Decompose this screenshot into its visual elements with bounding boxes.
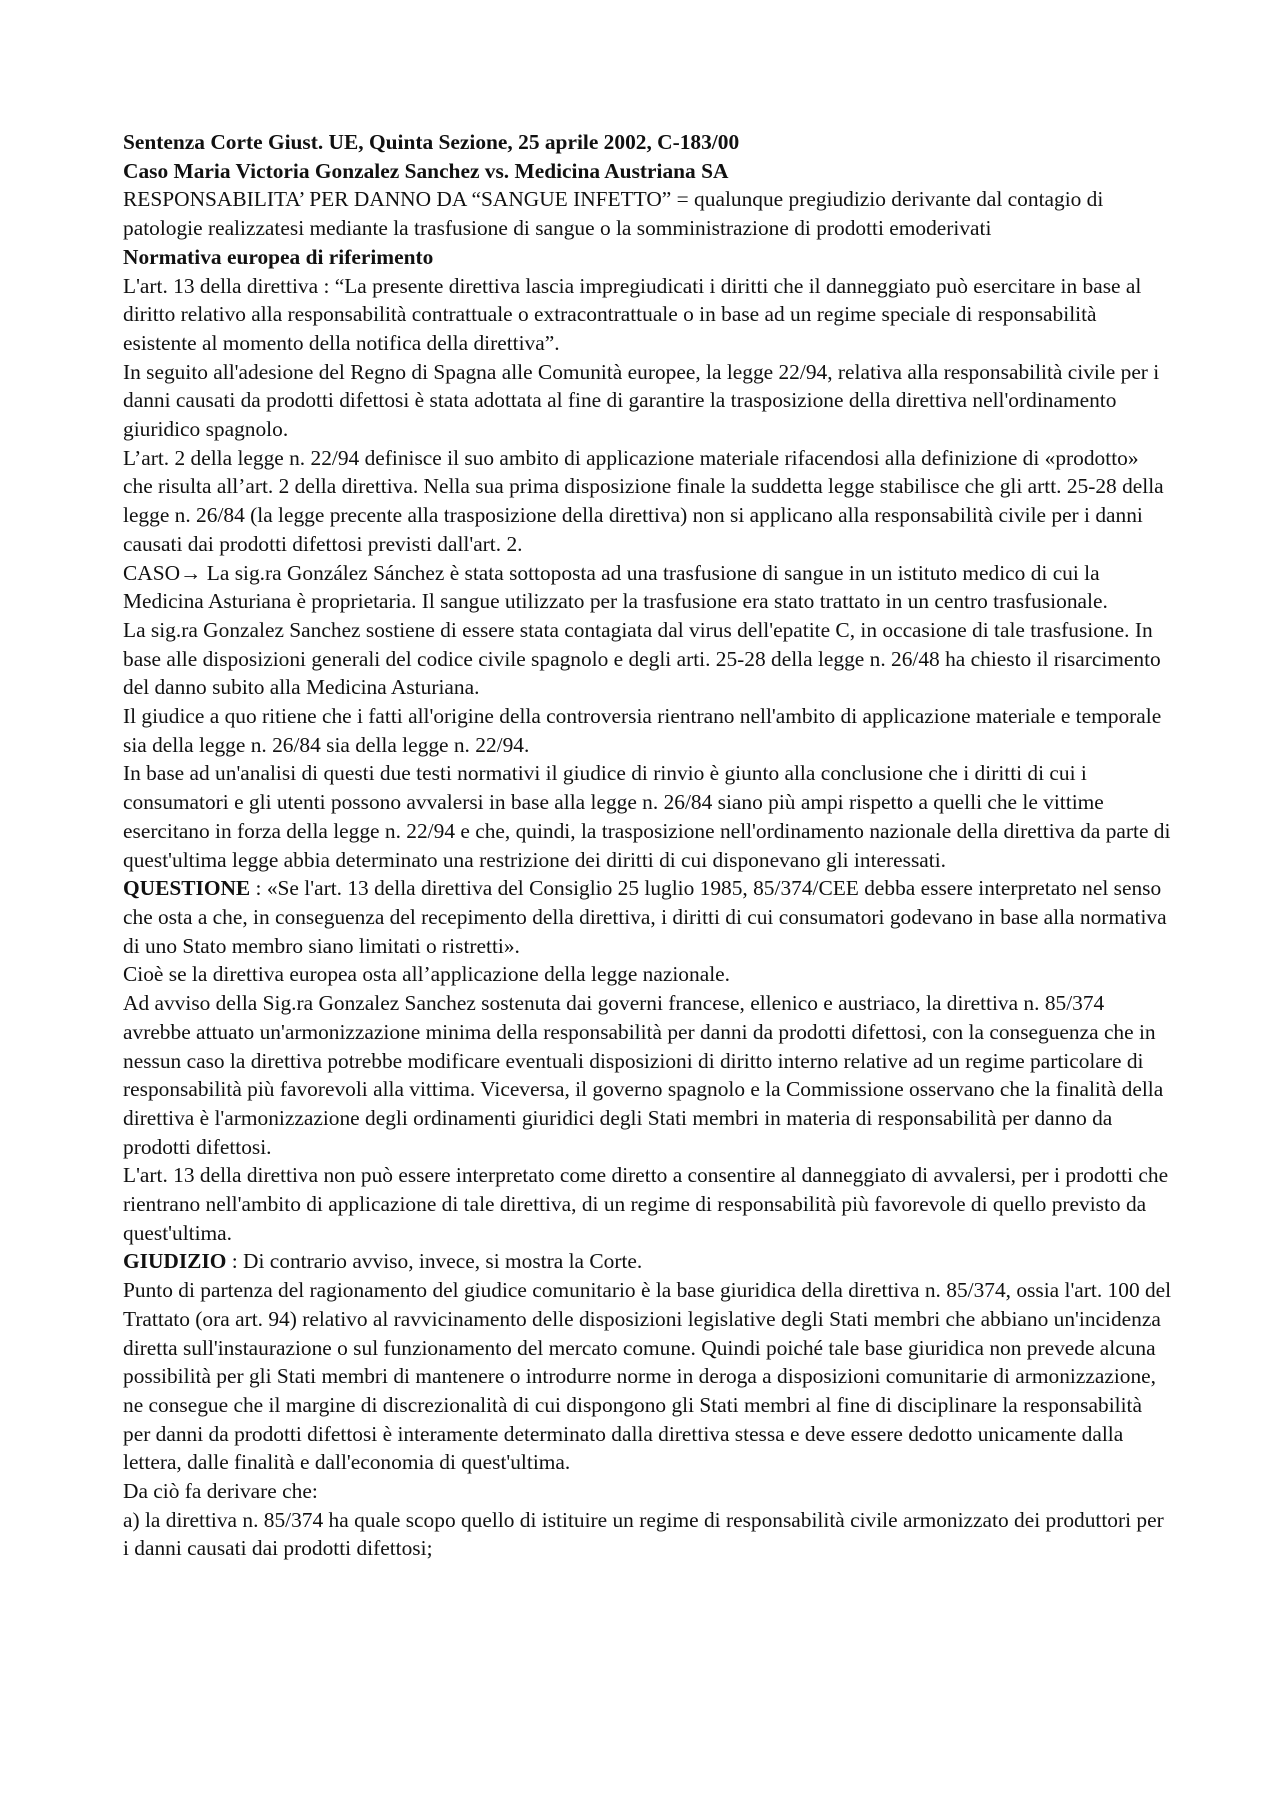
caso-paragraph: CASO→ La sig.ra González Sánchez è stata sottoposta ad una trasfusione di sangue in un istituto medico di cui la Medicina Asturiana è proprietaria. Il sangue utilizzato per la trasfusione era stato trattato in un centro trasfusionale. [123, 560, 1108, 614]
giudizio-text: : Di contrario avviso, invece, si mostra la Corte. [226, 1249, 643, 1274]
intro-paragraph: RESPONSABILITA’ PER DANNO DA “SANGUE INFETTO” = qualunque pregiudizio derivante dal contagio di patologie realizzatesi mediante la trasfusione di sangue o la somministrazione di prodotti emoderivati [123, 187, 1104, 241]
giudizio-label: GIUDIZIO [123, 1249, 227, 1274]
giudizio-paragraph [123, 1247, 1173, 1276]
art13-interpretation-paragraph: L'art. 13 della direttiva non può essere interpretato come diretto a consentire al danneggiato di avvalersi, per i prodotti che rientrano nell'ambito di applicazione di tale direttiva, di un regime di responsabilità più favorevole di quello previsto da quest'ultima. [123, 1163, 1169, 1245]
document-body [123, 128, 1173, 1563]
punto-paragraph: Punto di partenza del ragionamento del giudice comunitario è la base giuridica della direttiva n. 85/374, ossia l'art. 100 del Trattato (ora art. 94) relativo al ravvicinamento delle disposizioni legislative degli Stati membri che abbiano un'incidenza diretta sull'instaurazione o sul funzionamento del mercato comune. Quindi poiché tale base giuridica non prevede alcuna possibilità per gli Stati membri di mantenere o introdurre norme in deroga a disposizioni comunitarie di armonizzazione, ne consegue che il margine di discrezionalità di cui dispongono gli Stati membri al fine di disciplinare la responsabilità per danni da prodotti difettosi è interamente determinato dalla direttiva stessa e deve essere dedotto unicamente dalla lettera, dalle finalità e dall'economia di quest'ultima. [123, 1278, 1172, 1475]
document-title: Sentenza Corte Giust. UE, Quinta Sezione, 25 aprile 2002, C-183/00 [123, 130, 740, 154]
spain-law-paragraph: In seguito all'adesione del Regno di Spagna alle Comunità europee, la legge 22/94, relativa alla responsabilità civile per i danni causati da prodotti difettosi è stata adottata al fine di garantire la trasposizione della direttiva nell'ordinamento giuridico spagnolo. [123, 359, 1160, 442]
questione-paragraph [123, 874, 1173, 960]
point-a-paragraph: a) la direttiva n. 85/374 ha quale scopo quello di istituire un regime di responsabilità civile armonizzato dei produttori per i danni causati dai prodotti difettosi; [123, 1507, 1164, 1561]
questione-text: : «Se l'art. 13 della direttiva del Consiglio 25 luglio 1985, 85/374/CEE debba essere interpretato nel senso che osta a che, in conseguenza del recepimento della direttiva, i diritti di cui consumatori godevano in base alla normativa di uno Stato membro siano limitati o ristretti». [123, 876, 1167, 958]
da-cio-paragraph: Da ciò fa derivare che: [123, 1479, 318, 1504]
art13-quote-paragraph: L'art. 13 della direttiva : “La presente direttiva lascia impregiudicati i diritti che il danneggiato può esercitare in base al diritto relativo alla responsabilità contrattuale o extracontrattuale o in base ad un regime speciale di responsabilità esistente al momento della notifica della direttiva”. [123, 273, 1142, 355]
art2-law-paragraph: L’art. 2 della legge n. 22/94 definisce il suo ambito di applicazione materiale rifacendosi alla definizione di «prodotto» che risulta all’art. 2 della direttiva. Nella sua prima disposizione finale la suddetta legge stabilisce che gli artt. 25-28 della legge n. 26/84 (la legge precente alla trasposizione della direttiva) non si applicano alla responsabilità civile per i danni causati dai prodotti difettosi previsti dall'art. 2. [123, 445, 1164, 556]
section-heading-normativa: Normativa europea di riferimento [123, 244, 434, 269]
cioe-paragraph: Cioè se la direttiva europea osta all’applicazione della legge nazionale. [123, 962, 730, 987]
case-title: Caso Maria Victoria Gonzalez Sanchez vs. Medicina Austriana SA [123, 158, 729, 183]
claim-paragraph: La sig.ra Gonzalez Sanchez sostiene di essere stata contagiata dal virus dell'epatite C, in occasione di tale trasfusione. In base alle disposizioni generali del codice civile spagnolo e degli arti. 25-28 della legge n. 26/48 ha chiesto il risarcimento del danno subito alla Medicina Asturiana. [123, 617, 1161, 700]
analysis-paragraph: In base ad un'analisi di questi due testi normativi il giudice di rinvio è giunto alla conclusione che i diritti di cui i consumatori e gli utenti possono avvalersi in base alla legge n. 26/84 siano più ampi rispetto a quelli che le vittime esercitano in forza della legge n. 22/94 e che, quindi, la trasposizione nell'ordinamento nazionale della direttiva da parte di quest'ultima legge abbia determinato una restrizione dei diritti di cui disponevano gli interessati. [123, 761, 1171, 872]
questione-label: QUESTIONE [123, 876, 251, 901]
avviso-paragraph: Ad avviso della Sig.ra Gonzalez Sanchez sostenuta dai governi francese, ellenico e austriaco, la direttiva n. 85/374 avrebbe attuato un'armonizzazione minima della responsabilità per danni da prodotti difettosi, con la conseguenza che in nessun caso la direttiva potrebbe modificare eventuali disposizioni di diritto interno relative ad un regime particolare di responsabilità più favorevoli alla vittima. Viceversa, il governo spagnolo e la Commissione osservano che la finalità della direttiva è l'armonizzazione degli ordinamenti giuridici degli Stati membri in materia di responsabilità per danno da prodotti difettosi. [123, 991, 1164, 1159]
judge-view-paragraph: Il giudice a quo ritiene che i fatti all'origine della controversia rientrano nell'ambito di applicazione materiale e temporale sia della legge n. 26/84 sia della legge n. 22/94. [123, 704, 1162, 757]
